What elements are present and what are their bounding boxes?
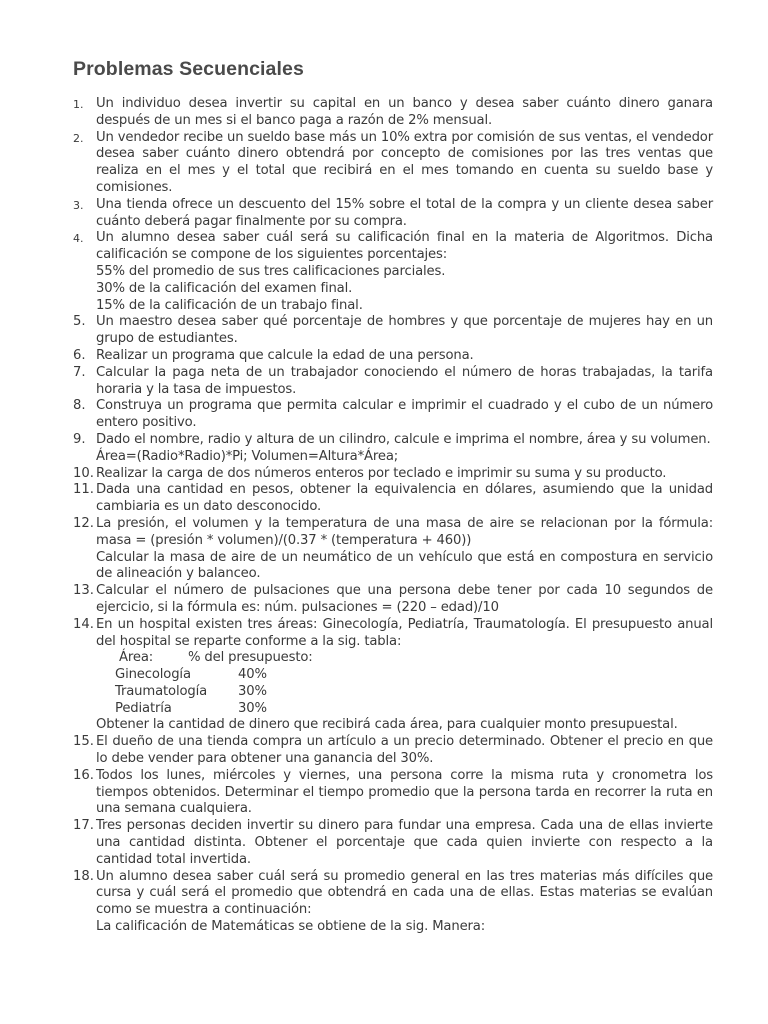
item-number: 3. [73,198,84,212]
item-text: Todos los lunes, miércoles y viernes, una persona corre la misma ruta y cronometra los tiempos obtenidos. Determinar el tiempo promedio que la persona tarda en recorrer la ruta en una semana cualquiera. [96,767,713,817]
item-number: 10. [73,465,94,481]
item-text: Construya un programa que permita calcular e imprimir el cuadrado y el cubo de un número entero positivo. [96,398,713,431]
item-text: Realizar la carga de dos números enteros por teclado e imprimir su suma y su producto. [96,465,667,481]
table-row [115,667,515,684]
list-item [0,348,768,365]
table-header [119,650,519,667]
list-item [0,197,768,231]
item-text: Un maestro desea saber qué porcentaje de hombres y que porcentaje de mujeres hay en un grupo de estudiantes. [96,314,713,347]
table-cell: 30% [238,683,267,699]
item-number: 1. [73,98,84,111]
list-item [0,432,768,466]
item-continuation: Calcular la masa de aire de un neumático de un vehículo que está en compostura en servicio de alineación y balanceo. [96,549,713,582]
item-text: Realizar un programa que calcule la edad de una persona. [96,347,474,363]
list-item [0,734,768,768]
item-text: En un hospital existen tres áreas: Ginecología, Pediatría, Traumatología. El presupuesto anual del hospital se reparte conforme a la sig. tabla: [96,616,713,649]
list-item [0,314,768,348]
item-number: 11. [73,482,94,498]
item-continuation: Obtener la cantidad de dinero que recibirá cada área, para cualquier monto presupuestal. [96,717,678,733]
item-text: Dada una cantidad en pesos, obtener la equivalencia en dólares, asumiendo que la unidad cambiaria es un dato desconocido. [96,482,713,515]
table-cell: Pediatría [115,700,172,716]
list-item [0,869,768,936]
list-item [0,617,768,735]
item-subline: La calificación de Matemáticas se obtiene de la sig. Manera: [96,919,486,935]
item-number: 8. [73,398,86,414]
item-text: Un individuo desea invertir su capital en un banco y desea saber cuánto dinero ganara después de un mes si el banco paga a razón de 2% mensual. [96,96,713,128]
item-number: 18. [73,868,94,884]
item-number: 4. [73,232,84,246]
list-item [0,230,768,314]
item-text: Un alumno desea saber cuál será su calificación final en la materia de Algoritmos. Dicha calificación se compone de los siguientes porcentajes: [96,230,713,263]
problem-list [0,96,768,936]
item-text: Un vendedor recibe un sueldo base más un 10% extra por comisión de sus ventas, el vendedor desea saber cuánto dinero obtendrá por concepto de comisiones por las tres ventas que realiza en el mes y el total que recibirá en el mes tomando en cuenta su sueldo base y comisiones. [96,129,713,195]
item-text: Un alumno desea saber cuál será su promedio general en las tres materias más difíciles que cursa y cuál será el promedio que obtendrá en cada una de ellas. Estas materias se evalúan como se muestra a continuación: [96,868,713,918]
list-item [0,365,768,399]
item-number: 17. [73,818,94,834]
table-header-cell: Área: [119,650,154,666]
list-item [0,482,768,516]
item-number: 2. [73,131,84,145]
item-subline: 30% de la calificación del examen final. [96,280,353,296]
item-text: La presión, el volumen y la temperatura de una masa de aire se relacionan por la fórmula: masa = (presión * volumen)/(0.37 * (temperatura + 460)) [96,515,713,548]
item-text: Calcular el número de pulsaciones que una persona debe tener por cada 10 segundos de ejercicio, si la fórmula es: núm. pulsaciones = (220 – edad)/10 [96,583,713,615]
list-item [0,130,768,197]
item-text: El dueño de una tienda compra un artículo a un precio determinado. Obtener el precio en que lo debe vender para obtener una ganancia del 30%. [96,734,713,767]
item-number: 12. [73,515,94,531]
table-row [115,684,515,701]
item-text: Dado el nombre, radio y altura de un cilindro, calcule e imprima el nombre, área y su volumen. [96,431,711,447]
table-row [115,701,515,718]
page-title: Problemas Secuenciales [73,58,304,80]
table-cell: Ginecología [115,667,191,683]
item-number: 15. [73,734,94,750]
list-item [0,818,768,868]
item-number: 9. [73,431,86,447]
item-number: 6. [73,347,86,363]
item-subline: 15% de la calificación de un trabajo final. [96,297,363,313]
list-item [0,466,768,483]
list-item [0,96,768,130]
item-text: Una tienda ofrece un descuento del 15% sobre el total de la compra y un cliente desea saber cuánto deberá pagar finalmente por su compra. [96,196,713,229]
list-item [0,768,768,818]
table-cell: 30% [238,700,267,716]
table-cell: Traumatología [115,683,208,699]
list-item [0,398,768,432]
table-header-cell: % del presupuesto: [188,650,313,666]
list-item [0,516,768,583]
item-number: 5. [73,314,86,330]
item-number: 14. [73,616,94,632]
list-item [0,583,768,617]
table-cell: 40% [238,667,267,683]
item-text: Calcular la paga neta de un trabajador conociendo el número de horas trabajadas, la tarifa horaria y la tasa de impuestos. [96,364,713,397]
item-number: 13. [73,583,94,599]
item-subline: 55% del promedio de sus tres calificaciones parciales. [96,263,446,279]
item-subline: Área=(Radio*Radio)*Pi; Volumen=Altura*Área; [96,448,399,464]
item-text: Tres personas deciden invertir su dinero para fundar una empresa. Cada una de ellas invierte una cantidad distinta. Obtener el porcentaje que cada quien invierte con respecto a la cantidad total invertida. [96,818,713,867]
item-number: 7. [73,364,86,380]
item-number: 16. [73,767,94,783]
